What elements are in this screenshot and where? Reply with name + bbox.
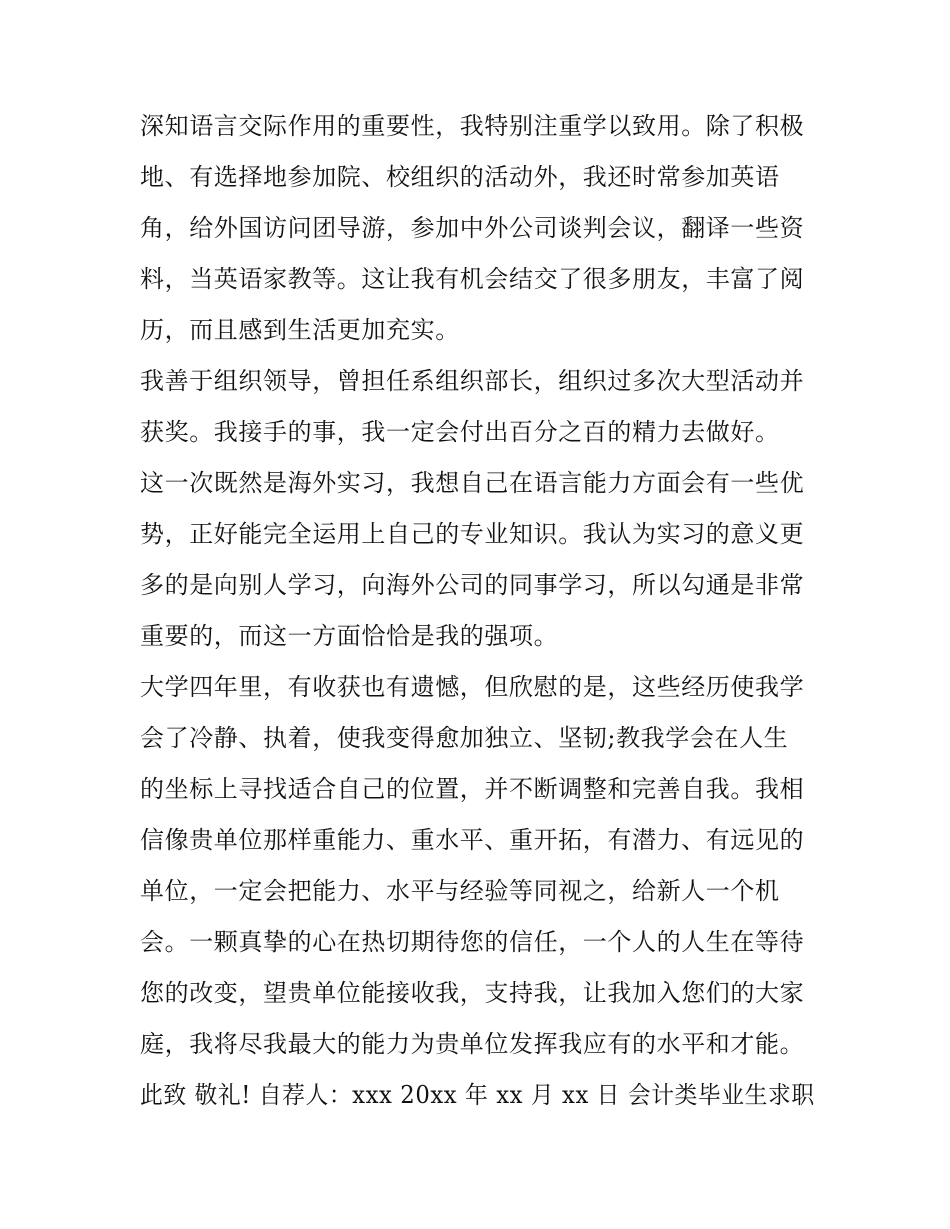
paragraph-closing bbox=[140, 1070, 815, 1121]
text-line: 获奖。我接手的事，我一定会付出百分之百的精力去做好。 bbox=[140, 418, 780, 446]
text-line: 会了冷静、执着，使我变得愈加独立、坚韧;教我学会在人生 bbox=[140, 724, 789, 752]
text-line: 料，当英语家教等。这让我有机会结交了很多朋友，丰富了阅 bbox=[140, 265, 805, 293]
text-line: 历，而且感到生活更加充实。 bbox=[140, 316, 460, 344]
text-line: 会。一颗真挚的心在热切期待您的信任，一个人的人生在等待 bbox=[140, 928, 805, 956]
text-line: 深知语言交际作用的重要性，我特别注重学以致用。除了积极 bbox=[140, 112, 805, 140]
paragraph-leadership bbox=[140, 356, 815, 458]
text-line: 信像贵单位那样重能力、重水平、重开拓，有潜力、有远见的 bbox=[140, 826, 805, 854]
text-line: 地、有选择地参加院、校组织的活动外，我还时常参加英语 bbox=[140, 163, 780, 191]
text-line: 庭，我将尽我最大的能力为贵单位发挥我应有的水平和才能。 bbox=[140, 1030, 805, 1058]
text-line: 您的改变，望贵单位能接收我，支持我，让我加入您们的大家 bbox=[140, 979, 805, 1007]
text-line: 角，给外国访问团导游，参加中外公司谈判会议，翻译一些资 bbox=[140, 214, 805, 242]
paragraph-university-years bbox=[140, 662, 815, 1070]
text-line: 大学四年里，有收获也有遗憾，但欣慰的是，这些经历使我学 bbox=[140, 673, 805, 701]
text-line: 重要的，而这一方面恰恰是我的强项。 bbox=[140, 622, 559, 650]
text-line: 的坐标上寻找适合自己的位置，并不断调整和完善自我。我相 bbox=[140, 775, 805, 803]
text-line: 此致 敬礼! 自荐人：xxx 20xx 年 xx 月 xx 日 会计类毕业生求职 bbox=[140, 1081, 815, 1109]
text-line: 我善于组织领导，曾担任系组织部长，组织过多次大型活动并 bbox=[140, 367, 805, 395]
text-line: 单位，一定会把能力、水平与经验等同视之，给新人一个机 bbox=[140, 877, 780, 905]
paragraph-language-practice bbox=[140, 101, 815, 356]
document-body bbox=[140, 101, 815, 1121]
text-line: 这一次既然是海外实习，我想自己在语言能力方面会有一些优 bbox=[140, 469, 805, 497]
text-line: 多的是向别人学习，向海外公司的同事学习，所以勾通是非常 bbox=[140, 571, 805, 599]
paragraph-internship bbox=[140, 458, 815, 662]
text-line: 势，正好能完全运用上自己的专业知识。我认为实习的意义更 bbox=[140, 520, 805, 548]
